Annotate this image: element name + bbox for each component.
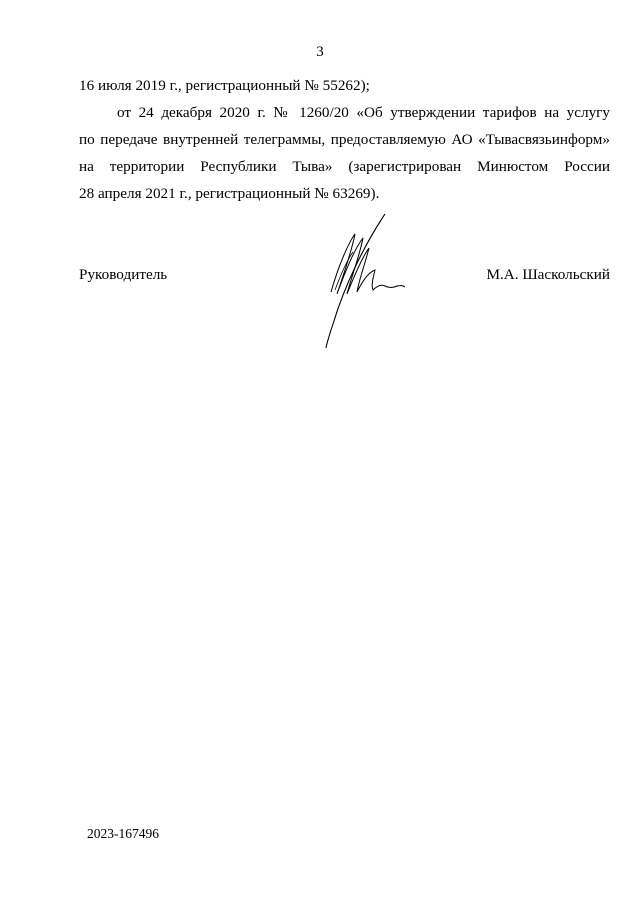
page-number: 3	[316, 44, 324, 60]
body-line-1: 16 июля 2019 г., регистрационный № 55262);	[79, 77, 370, 94]
signer-position: Руководитель	[79, 266, 168, 283]
handwritten-signature	[305, 214, 405, 348]
signer-name: М.А. Шаскольский	[486, 266, 610, 283]
document-number: 2023-167496	[87, 826, 159, 841]
body-line-2: от 24 декабря 2020 г. № 1260/20 «Об утверждении тарифов на услугу	[117, 104, 610, 121]
body-line-4: на территории Республики Тыва» (зарегистрирован Минюстом России	[79, 158, 610, 175]
body-line-3: по передаче внутренней телеграммы, предоставляемую АО «Тывасвязьинформ»	[79, 131, 610, 148]
body-line-5: 28 апреля 2021 г., регистрационный № 63269).	[79, 185, 380, 202]
document-body	[79, 72, 610, 207]
signature-block	[79, 260, 610, 360]
